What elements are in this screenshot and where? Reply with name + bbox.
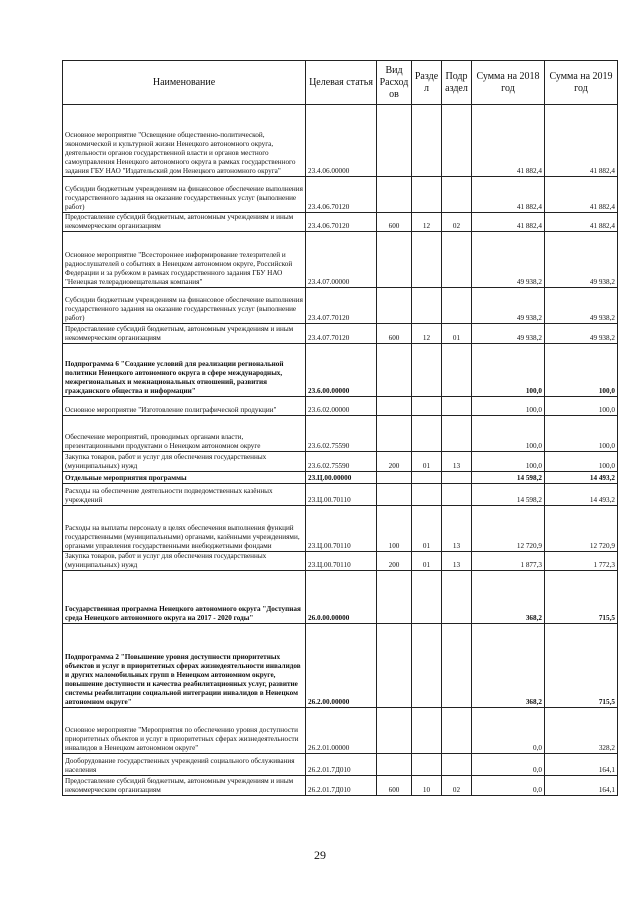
row-sum-2019: 41 882,4 [545, 213, 618, 232]
table-row [63, 344, 618, 397]
row-sum-2018: 41 882,4 [472, 177, 545, 213]
row-sum-2019: 100,0 [545, 452, 618, 472]
header-podrazdel: Подр аздел [442, 61, 472, 105]
table-row [63, 506, 618, 552]
row-sum-2019: 164,1 [545, 776, 618, 796]
table-row [63, 105, 618, 177]
row-sum-2018: 12 720,9 [472, 506, 545, 552]
table-row [63, 776, 618, 796]
table-header-row [63, 61, 618, 105]
row-podrazdel: 13 [442, 506, 472, 552]
row-code: 26.0.00.00000 [306, 571, 377, 624]
row-sum-2018: 100,0 [472, 397, 545, 416]
row-razdel [412, 472, 442, 484]
header-sum-2019: Сумма на 2019 год [545, 61, 618, 105]
row-razdel [412, 105, 442, 177]
row-vid [377, 232, 412, 288]
row-sum-2019: 100,0 [545, 397, 618, 416]
table-row [63, 324, 618, 344]
table-row [63, 416, 618, 452]
row-sum-2018: 14 598,2 [472, 472, 545, 484]
row-name: Подпрограмма 6 "Создание условий для реализации региональной политики Ненецкого автономного округа в сфере международных, межрегиональных и межнациональных отношений, развития гражданского общества и информации" [63, 344, 306, 397]
row-sum-2019: 41 882,4 [545, 177, 618, 213]
row-podrazdel: 13 [442, 552, 472, 571]
row-podrazdel [442, 105, 472, 177]
header-razdel: Разде л [412, 61, 442, 105]
row-code: 23.4.07.00000 [306, 232, 377, 288]
row-sum-2019: 14 493,2 [545, 472, 618, 484]
row-sum-2019: 49 938,2 [545, 324, 618, 344]
row-code: 23.4.06.00000 [306, 105, 377, 177]
row-podrazdel [442, 232, 472, 288]
row-vid: 600 [377, 776, 412, 796]
row-code: 26.2.01.7Д010 [306, 754, 377, 776]
row-razdel [412, 288, 442, 324]
row-sum-2018: 1 877,3 [472, 552, 545, 571]
row-razdel: 01 [412, 552, 442, 571]
row-razdel [412, 571, 442, 624]
row-code: 23.4.06.70120 [306, 177, 377, 213]
row-podrazdel: 13 [442, 452, 472, 472]
table-row [63, 552, 618, 571]
row-vid [377, 344, 412, 397]
table-row [63, 484, 618, 506]
row-name: Подпрограмма 2 "Повышение уровня доступности приоритетных объектов и услуг в приоритетных сферах жизнедеятельности инвалидов и других маломобильных групп в Ненецком автономном округе, повышение доступности и качества реабилитационных услуг, развитие системы реабилитации социальной интеграции инвалидов в Ненецком автономном округе" [63, 624, 306, 708]
table-row [63, 754, 618, 776]
row-sum-2019: 100,0 [545, 344, 618, 397]
row-sum-2018: 49 938,2 [472, 324, 545, 344]
row-vid [377, 105, 412, 177]
row-sum-2018: 41 882,4 [472, 105, 545, 177]
row-podrazdel [442, 708, 472, 754]
row-code: 23.Ц.00.70110 [306, 506, 377, 552]
row-sum-2018: 49 938,2 [472, 232, 545, 288]
row-code: 23.6.02.00000 [306, 397, 377, 416]
row-vid [377, 472, 412, 484]
row-code: 23.4.07.70120 [306, 288, 377, 324]
row-podrazdel: 02 [442, 776, 472, 796]
row-razdel: 12 [412, 324, 442, 344]
row-podrazdel [442, 288, 472, 324]
row-sum-2019: 1 772,3 [545, 552, 618, 571]
row-razdel [412, 484, 442, 506]
row-code: 23.6.02.75590 [306, 452, 377, 472]
row-code: 23.Ц.00.70110 [306, 552, 377, 571]
row-sum-2018: 368,2 [472, 571, 545, 624]
row-razdel: 01 [412, 452, 442, 472]
row-podrazdel [442, 177, 472, 213]
row-name: Расходы на выплаты персоналу в целях обеспечения выполнения функций государственными (муниципальными) органами, казёнными учреждениями, органами управления государственными внебюджетными фондами [63, 506, 306, 552]
table-row [63, 213, 618, 232]
row-sum-2019: 164,1 [545, 754, 618, 776]
row-vid [377, 177, 412, 213]
row-name: Предоставление субсидий бюджетным, автономным учреждениям и иным некоммерческим организациям [63, 213, 306, 232]
table-row [63, 624, 618, 708]
row-vid [377, 708, 412, 754]
page-number: 29 [314, 848, 326, 862]
row-podrazdel [442, 344, 472, 397]
row-name: Обеспечение мероприятий, проводимых органами власти, презентационными продуктами о Ненецком автономном округе [63, 416, 306, 452]
row-name: Основное мероприятие "Всестороннее информирование телезрителей и радиослушателей о событиях в Ненецком автономном округе, Российской Федерации и за рубежом в рамках государственного задания ГБУ НАО "Ненецкая телерадиовещательная компания" [63, 232, 306, 288]
header-code: Целевая статья [306, 61, 377, 105]
row-sum-2019: 715,5 [545, 624, 618, 708]
row-sum-2019: 328,2 [545, 708, 618, 754]
row-sum-2019: 715,5 [545, 571, 618, 624]
row-code: 26.2.01.00000 [306, 708, 377, 754]
row-name: Основное мероприятие "Изготовление полиграфической продукции" [63, 397, 306, 416]
row-sum-2018: 0,0 [472, 708, 545, 754]
row-name: Закупка товаров, работ и услуг для обеспечения государственных (муниципальных) нужд [63, 452, 306, 472]
row-code: 23.4.06.70120 [306, 213, 377, 232]
row-code: 23.6.02.75590 [306, 416, 377, 452]
row-vid [377, 754, 412, 776]
row-name: Дооборудование государственных учреждений социального обслуживания населения [63, 754, 306, 776]
row-vid: 200 [377, 452, 412, 472]
table-body [63, 105, 618, 796]
row-sum-2018: 49 938,2 [472, 288, 545, 324]
row-sum-2019: 12 720,9 [545, 506, 618, 552]
row-podrazdel [442, 472, 472, 484]
row-razdel [412, 177, 442, 213]
row-podrazdel [442, 397, 472, 416]
row-name: Расходы на обеспечение деятельности подведомственных казённых учреждений [63, 484, 306, 506]
row-razdel [412, 416, 442, 452]
row-sum-2018: 368,2 [472, 624, 545, 708]
row-code: 23.Ц.00.00000 [306, 472, 377, 484]
row-razdel: 10 [412, 776, 442, 796]
row-razdel [412, 232, 442, 288]
row-sum-2018: 41 882,4 [472, 213, 545, 232]
row-razdel [412, 344, 442, 397]
row-podrazdel: 02 [442, 213, 472, 232]
row-vid: 200 [377, 552, 412, 571]
table-row [63, 452, 618, 472]
row-razdel [412, 754, 442, 776]
row-sum-2018: 100,0 [472, 452, 545, 472]
row-razdel [412, 624, 442, 708]
row-vid [377, 484, 412, 506]
row-sum-2019: 49 938,2 [545, 288, 618, 324]
table-row [63, 288, 618, 324]
row-name: Субсидии бюджетным учреждениям на финансовое обеспечение выполнения государственного задания на оказание государственных услуг (выполнение работ) [63, 288, 306, 324]
row-vid [377, 624, 412, 708]
row-podrazdel [442, 416, 472, 452]
row-razdel [412, 397, 442, 416]
row-name: Предоставление субсидий бюджетным, автономным учреждениям и иным некоммерческим организациям [63, 324, 306, 344]
table-row [63, 177, 618, 213]
row-razdel: 01 [412, 506, 442, 552]
row-name: Субсидии бюджетным учреждениям на финансовое обеспечение выполнения государственного задания на оказание государственных услуг (выполнение работ) [63, 177, 306, 213]
row-vid [377, 397, 412, 416]
row-sum-2019: 41 882,4 [545, 105, 618, 177]
row-podrazdel [442, 484, 472, 506]
row-vid: 100 [377, 506, 412, 552]
row-razdel: 12 [412, 213, 442, 232]
table-row [63, 397, 618, 416]
row-vid: 600 [377, 324, 412, 344]
row-name: Предоставление субсидий бюджетным, автономным учреждениям и иным некоммерческим организациям [63, 776, 306, 796]
table-row [63, 708, 618, 754]
row-name: Основное мероприятие "Мероприятия по обеспечению уровня доступности приоритетных объектов и услуг в приоритетных сферах жизнедеятельности инвалидов в Ненецком автономном округе" [63, 708, 306, 754]
row-sum-2019: 100,0 [545, 416, 618, 452]
row-vid: 600 [377, 213, 412, 232]
row-sum-2018: 100,0 [472, 344, 545, 397]
row-vid [377, 571, 412, 624]
row-vid [377, 416, 412, 452]
row-code: 23.6.00.00000 [306, 344, 377, 397]
row-name: Основное мероприятие "Освещение общественно-политической, экономической и культурной жизни Ненецкого автономного округа, деятельности органов государственной власти и органов местного самоуправления Ненецкого автономного округа в рамках государственного задания ГБУ НАО "Издательский дом Ненецкого автономного округа" [63, 105, 306, 177]
table-row [63, 232, 618, 288]
row-name: Закупка товаров, работ и услуг для обеспечения государственных (муниципальных) нужд [63, 552, 306, 571]
row-code: 23.Ц.00.70110 [306, 484, 377, 506]
row-podrazdel: 01 [442, 324, 472, 344]
row-vid [377, 288, 412, 324]
row-code: 26.2.01.7Д010 [306, 776, 377, 796]
row-sum-2018: 14 598,2 [472, 484, 545, 506]
row-sum-2018: 100,0 [472, 416, 545, 452]
row-name: Отдельные мероприятия программы [63, 472, 306, 484]
table-row [63, 571, 618, 624]
row-podrazdel [442, 571, 472, 624]
row-sum-2019: 49 938,2 [545, 232, 618, 288]
row-podrazdel [442, 754, 472, 776]
header-name: Наименование [63, 61, 306, 105]
row-code: 23.4.07.70120 [306, 324, 377, 344]
row-code: 26.2.00.00000 [306, 624, 377, 708]
row-razdel [412, 708, 442, 754]
header-sum-2018: Сумма на 2018 год [472, 61, 545, 105]
row-name: Государственная программа Ненецкого автономного округа "Доступная среда Ненецкого автономного округа на 2017 - 2020 годы" [63, 571, 306, 624]
header-vid: Вид Расход ов [377, 61, 412, 105]
table-row [63, 472, 618, 484]
row-sum-2018: 0,0 [472, 776, 545, 796]
row-sum-2018: 0,0 [472, 754, 545, 776]
budget-table [62, 60, 618, 796]
row-podrazdel [442, 624, 472, 708]
row-sum-2019: 14 493,2 [545, 484, 618, 506]
